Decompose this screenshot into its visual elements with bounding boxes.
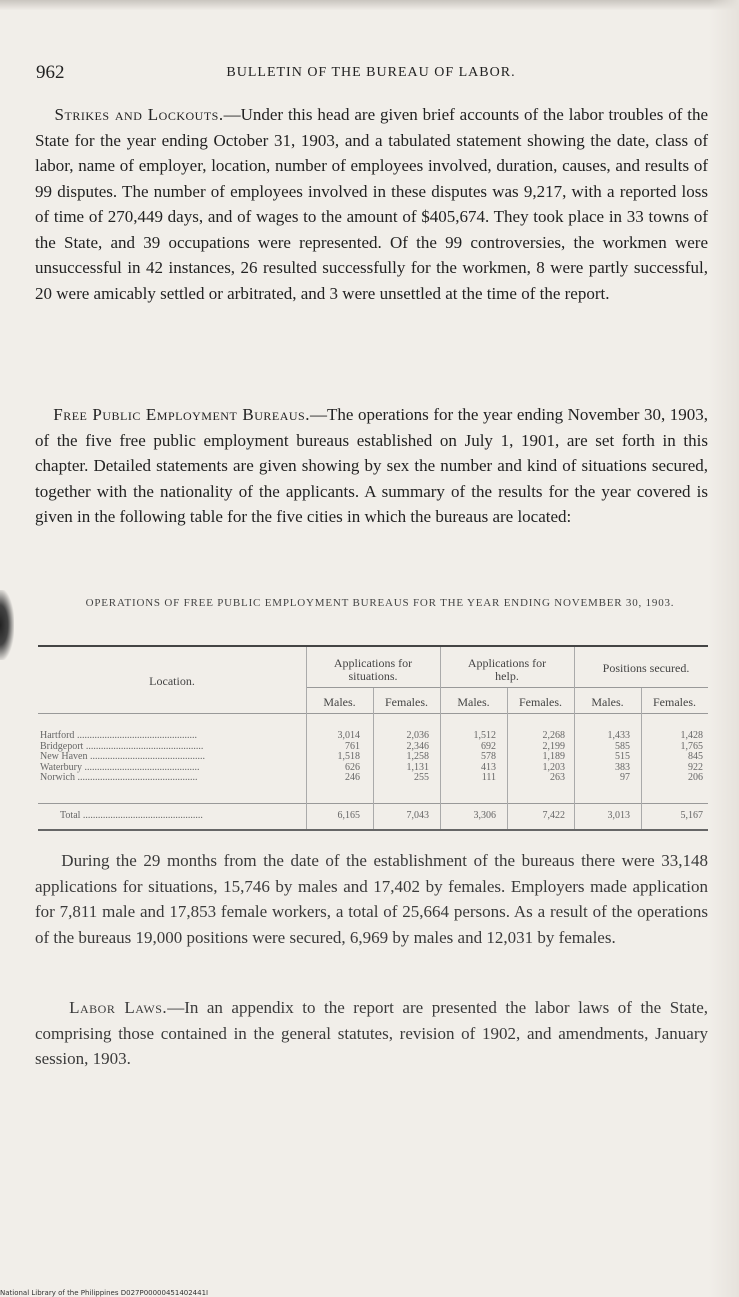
column-positions-males — [574, 731, 630, 784]
table-rule-bottom — [38, 829, 708, 831]
table-row: New Haven .............................................. — [40, 751, 205, 762]
cell: 2,036 — [406, 730, 429, 741]
group-header: Applications for situations. — [333, 656, 413, 683]
cell: 1,258 — [406, 751, 429, 762]
cell: 1,765 — [680, 740, 703, 752]
table-rule-top — [38, 645, 708, 647]
location-name: Hartford — [40, 730, 75, 741]
total-cell: 7,043 — [406, 810, 429, 821]
section-heading-strikes: Strikes and Lockouts. — [54, 105, 224, 124]
location-name: Bridgeport — [40, 740, 84, 752]
location-header: Location. — [149, 674, 195, 688]
total-cell: 6,165 — [337, 810, 360, 821]
location-name: Norwich — [40, 772, 75, 783]
cell: 97 — [620, 772, 630, 783]
paragraph-bureaus — [35, 402, 708, 530]
paragraph-laws — [35, 995, 708, 1072]
library-footer: National Library of the Philippines D027P00000451402441I — [0, 1289, 209, 1297]
paragraph-text: During the 29 months from the date of the establishment of the bureaus there were 33,148 applications for situations, 15,746 by males and 17,402 by females. Employers made application for 7,811 male and 17,853 female workers, a total of 25,664 persons. As a result of the operations of the bureaus 19,000 positions were secured, 6,969 by males and 12,031 by females. — [35, 851, 708, 947]
table-caption: OPERATIONS OF FREE PUBLIC EMPLOYMENT BUREAUS FOR THE YEAR ENDING NOVEMBER 30, 1903. — [85, 597, 675, 609]
cell: 1,189 — [542, 751, 565, 762]
table-row: Waterbury .............................................. — [40, 761, 200, 773]
column-app-situations-males — [306, 731, 360, 784]
cell: 1,433 — [607, 730, 630, 741]
paragraph-text: —In an appendix to the report are presented the labor laws of the State, comprising those contained in the general statutes, revision of 1902, and amendments, January session, 1903. — [35, 998, 708, 1068]
cell: 255 — [414, 772, 429, 783]
sub-header: Males. — [323, 695, 356, 709]
cell: 1,203 — [542, 761, 565, 773]
scan-top-edge — [0, 0, 739, 10]
paragraph-text: —Under this head are given brief accounts of the labor troubles of the State for the year ending October 31, 1903, and a tabulated statement showing the date, class of labor, name of employer, location, number of employees involved, duration, causes, and results of 99 disputes. The number of employees involved in these disputes was 9,217, with a reported loss of time of 270,449 days, and of wages to the amount of $405,674. They took place in 33 towns of the State, and 39 occupations were represented. Of the 99 controversies, the workmen were unsuccessful in 42 instances, 26 resulted successfully for the workmen, 8 were partly successful, 20 were amicably settled or arbitrated, and 3 were unsettled at the time of the report. — [35, 105, 709, 303]
cell: 206 — [688, 772, 703, 783]
cell: 692 — [481, 740, 496, 752]
group-header: Applications for help. — [467, 656, 547, 683]
running-title: BULLETIN OF THE BUREAU OF LABOR. — [226, 65, 516, 80]
table-row: Hartford ................................................ — [40, 730, 197, 741]
total-cell: 3,013 — [607, 810, 630, 821]
cell: 3,014 — [337, 730, 360, 741]
cell: 413 — [481, 761, 496, 773]
paragraph-strikes — [35, 102, 708, 306]
cell: 845 — [688, 751, 703, 762]
cell: 585 — [615, 740, 630, 752]
cell: 922 — [688, 761, 703, 773]
cell: 1,131 — [406, 761, 429, 773]
table-row: Bridgeport ............................................... — [40, 740, 204, 752]
table-row: Norwich ................................................ — [40, 772, 198, 783]
sub-header: Males. — [591, 695, 624, 709]
column-app-situations-females — [373, 731, 429, 784]
group-header: Positions secured. — [602, 661, 690, 675]
cell: 111 — [481, 772, 496, 783]
page-number: 962 — [36, 62, 65, 83]
cell: 1,518 — [337, 751, 360, 762]
cell: 263 — [550, 772, 565, 783]
total-cell: 7,422 — [542, 810, 565, 821]
location-name: Waterbury — [40, 761, 82, 773]
paragraph-months — [35, 848, 708, 950]
cell: 1,428 — [680, 730, 703, 741]
cell: 246 — [345, 772, 360, 783]
section-heading-laws: Labor Laws. — [69, 998, 168, 1017]
cell: 2,346 — [406, 740, 429, 752]
total-label: Total — [60, 810, 81, 821]
sub-header: Females. — [519, 695, 562, 709]
sub-header: Females. — [385, 695, 428, 709]
sub-header: Females. — [653, 695, 696, 709]
column-app-help-females — [507, 731, 565, 784]
sub-header: Males. — [457, 695, 490, 709]
total-cell: 3,306 — [473, 810, 496, 821]
cell: 2,268 — [542, 730, 565, 741]
column-positions-females — [641, 731, 703, 784]
cell: 515 — [615, 751, 630, 762]
column-app-help-males — [440, 731, 496, 784]
scan-binding-mark — [0, 590, 14, 660]
page-header — [36, 62, 706, 90]
cell: 2,199 — [542, 740, 565, 752]
cell: 761 — [345, 740, 360, 752]
cell: 578 — [481, 751, 496, 762]
total-row: Total ................................................ — [60, 810, 203, 821]
cell: 1,512 — [473, 730, 496, 741]
paragraph-text: —The operations for the year ending November 30, 1903, of the five free public employment bureaus established on July 1, 1901, are set forth in this chapter. Detailed statements are given showing by sex the number and kind of situations secured, together with the nationality of the applicants. A summary of the results for the year covered is given in the following table for the five cities in which the bureaus are located: — [35, 405, 709, 526]
location-name: New Haven — [40, 751, 88, 762]
total-cell: 5,167 — [680, 810, 703, 821]
scan-right-shadow — [709, 0, 739, 1297]
section-heading-bureaus: Free Public Employment Bureaus. — [53, 405, 310, 424]
cell: 383 — [615, 761, 630, 773]
cell: 626 — [345, 761, 360, 773]
